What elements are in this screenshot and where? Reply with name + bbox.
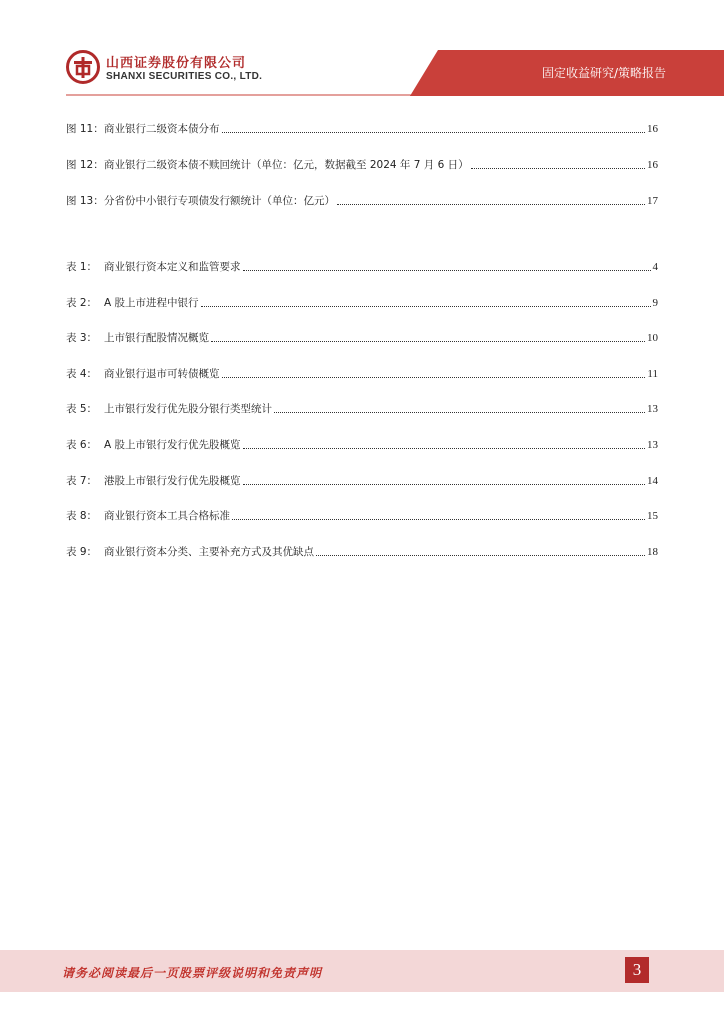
toc-title: 商业银行资本工具合格标准	[104, 510, 230, 522]
toc-title: 商业银行资本定义和监管要求	[104, 261, 241, 273]
toc-page-number: 9	[652, 297, 658, 309]
toc-title: 港股上市银行发行优先股概览	[104, 475, 241, 487]
toc-entry-figure-12[interactable]	[66, 156, 658, 172]
toc-label: 表 7：	[66, 475, 98, 487]
toc-page-number: 18	[647, 546, 658, 558]
toc-title: 商业银行资本分类、主要补充方式及其优缺点	[104, 546, 314, 558]
toc-label: 表 6：	[66, 439, 98, 451]
toc-title: A 股上市银行发行优先股概览	[104, 439, 241, 451]
page-footer	[0, 950, 724, 992]
toc-label: 表 4：	[66, 368, 98, 380]
toc-leader-dots	[232, 518, 645, 520]
toc-title: 上市银行发行优先股分银行类型统计	[104, 403, 272, 415]
disclaimer-notice: 请务必阅读最后一页股票评级说明和免责声明	[62, 966, 323, 980]
company-name-en: SHANXI SECURITIES CO., LTD.	[106, 71, 263, 82]
toc-label: 图 11：	[66, 123, 104, 135]
toc-page-number: 16	[647, 123, 658, 135]
company-logo-icon	[66, 50, 100, 84]
toc-entry-table-2[interactable]	[66, 294, 658, 310]
toc-entry-figure-13[interactable]	[66, 192, 658, 208]
toc-entry-table-4[interactable]	[66, 365, 658, 381]
toc-leader-dots	[337, 203, 645, 205]
toc-leader-dots	[222, 131, 646, 133]
toc-page-number: 13	[647, 439, 658, 451]
toc-title: 商业银行退市可转债概览	[104, 368, 220, 380]
page-number-badge: 3	[625, 957, 649, 983]
toc-entry-figure-11[interactable]	[66, 120, 658, 136]
toc-entry-table-9[interactable]	[66, 543, 658, 559]
toc-entry-table-3[interactable]	[66, 329, 658, 345]
toc-label: 图 13：	[66, 195, 104, 207]
toc-entry-table-5[interactable]	[66, 400, 658, 416]
toc-title: 商业银行二级资本债不赎回统计（单位：亿元，数据截至 2024 年 7 月 6 日）	[104, 159, 469, 171]
toc-title: 分省份中小银行专项债发行额统计（单位：亿元）	[104, 195, 335, 207]
toc-page-number: 14	[647, 475, 658, 487]
toc-label: 图 12：	[66, 159, 104, 171]
toc-label: 表 9：	[66, 546, 98, 558]
toc-page-number: 10	[647, 332, 658, 344]
toc-title: A 股上市进程中银行	[104, 297, 199, 309]
toc-leader-dots	[243, 269, 651, 271]
toc-entry-table-6[interactable]	[66, 436, 658, 452]
report-type: 固定收益研究/策略报告	[541, 66, 666, 80]
toc-page-number: 11	[647, 368, 658, 380]
page-header	[0, 0, 724, 96]
toc-page-number: 4	[652, 261, 658, 273]
toc-leader-dots	[243, 447, 645, 449]
toc-leader-dots	[201, 305, 651, 307]
toc-leader-dots	[274, 411, 645, 413]
toc-page-number: 15	[647, 510, 658, 522]
toc-label: 表 3：	[66, 332, 98, 344]
toc-label: 表 5：	[66, 403, 98, 415]
toc-page-number: 16	[647, 159, 658, 171]
company-name-cn: 山西证券股份有限公司	[106, 56, 247, 71]
toc-label: 表 8：	[66, 510, 98, 522]
toc-entry-table-7[interactable]	[66, 472, 658, 488]
toc-entry-table-1[interactable]	[66, 258, 658, 274]
toc-leader-dots	[222, 376, 646, 378]
toc-title: 上市银行配股情况概览	[104, 332, 209, 344]
toc-entry-table-8[interactable]	[66, 507, 658, 523]
toc-leader-dots	[316, 554, 645, 556]
toc-page-number: 17	[647, 195, 658, 207]
toc-label: 表 1：	[66, 261, 98, 273]
toc-leader-dots	[243, 483, 646, 485]
toc-title: 商业银行二级资本债分布	[104, 123, 220, 135]
toc-label: 表 2：	[66, 297, 98, 309]
toc-page-number: 13	[647, 403, 658, 415]
toc-leader-dots	[471, 167, 645, 169]
toc-leader-dots	[211, 340, 645, 342]
